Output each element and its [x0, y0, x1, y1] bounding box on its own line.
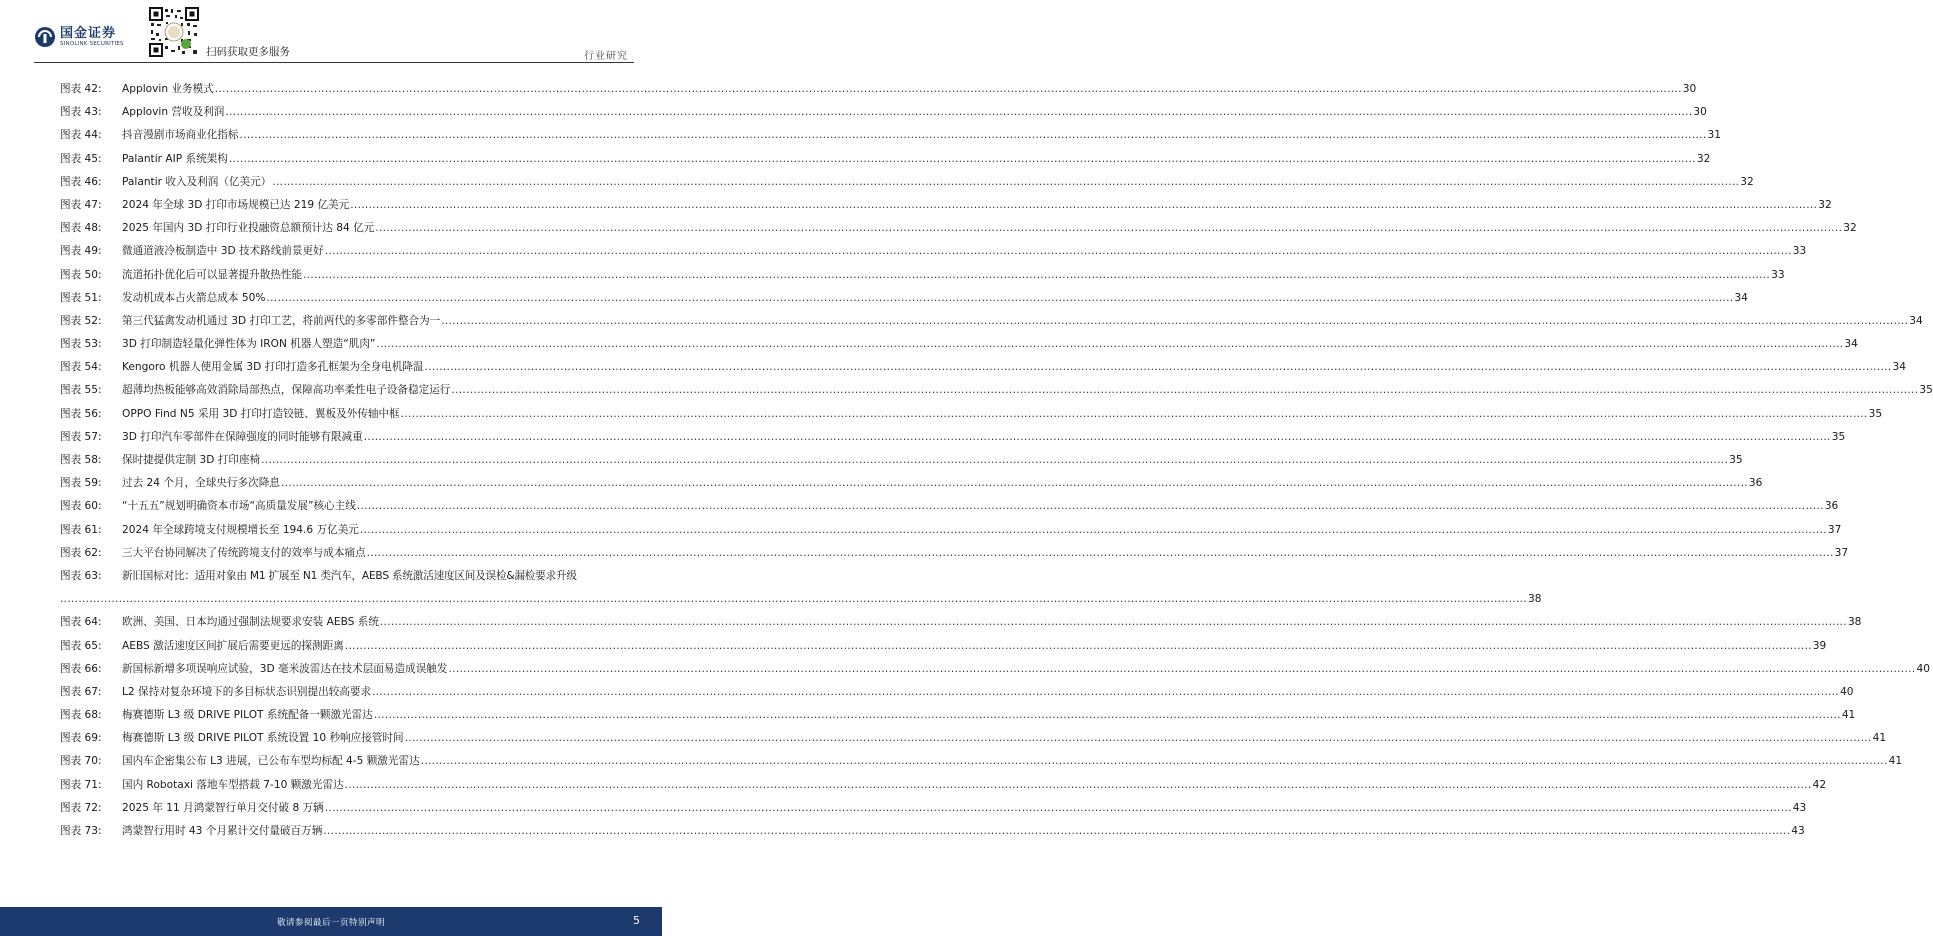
- figure-page-number: 39: [1812, 639, 1827, 652]
- figure-title: Applovin 营收及利润: [122, 106, 225, 119]
- report-category: 行业研究: [584, 51, 628, 62]
- leader-dots: ................................................................................................................................................................................................................................................................................................................................................................................................................: [261, 454, 1729, 466]
- leader-dots: ................................................................................................................................................................................................................................................................................................................................................................................................................: [373, 709, 1841, 722]
- figure-label: 图表 43:: [60, 106, 102, 119]
- figure-label: 图表 60:: [60, 500, 102, 513]
- toc-row-continuation[interactable]: [60, 588, 1542, 611]
- leader-dots: ................................................................................................................................................................................................................................................................................................................................................................................................................: [359, 523, 1827, 536]
- toc-row[interactable]: [60, 704, 1856, 727]
- figure-title: 微通道液冷板制造中 3D 技术路线前景更好: [122, 245, 324, 258]
- toc-row[interactable]: [60, 194, 1832, 217]
- leader-dots: ................................................................................................................................................................................................................................................................................................................................................................................................................: [366, 546, 1834, 559]
- figure-label: 图表 67:: [60, 685, 102, 698]
- toc-row[interactable]: [60, 78, 1697, 101]
- qr-code-icon[interactable]: [148, 6, 200, 58]
- figure-page-number: 34: [1909, 314, 1923, 327]
- figure-title: 新国标新增多项误响应试验，3D 毫米波雷达在技术层面易造成误触发: [122, 662, 448, 675]
- figure-page-number: 37: [1827, 523, 1842, 536]
- leader-dots: ................................................................................................................................................................................................................................................................................................................................................................................................................: [303, 268, 1771, 281]
- figure-label: 图表 51:: [60, 291, 102, 304]
- toc-row[interactable]: [60, 774, 1827, 797]
- figure-page-number: 40: [1916, 662, 1930, 675]
- figure-label: 图表 62:: [60, 546, 102, 559]
- toc-row[interactable]: [60, 403, 1883, 426]
- toc-row[interactable]: [60, 426, 1846, 449]
- figure-page-number: 41: [1888, 755, 1903, 768]
- toc-row[interactable]: [60, 449, 1743, 472]
- logo-en-text: SINOLINK SECURITIES: [60, 40, 124, 47]
- figure-page-number: 34: [1844, 338, 1858, 351]
- leader-dots: ................................................................................................................................................................................................................................................................................................................................................................................................................: [228, 152, 1696, 165]
- toc-row[interactable]: [60, 101, 1707, 124]
- figure-label: 图表 54:: [60, 361, 102, 374]
- figure-title: Palantir 收入及利润（亿美元）: [122, 175, 272, 188]
- leader-dots: ................................................................................................................................................................................................................................................................................................................................................................................................................: [448, 662, 1916, 675]
- figure-title: OPPO Find N5 采用 3D 打印打造铰链、翼板及外传轴中框: [122, 407, 400, 420]
- figure-label: 图表 71:: [60, 778, 102, 791]
- figure-title: 第三代猛禽发动机通过 3D 打印工艺，将前两代的多零部件整合为一: [122, 314, 441, 327]
- figure-title: Palantir AIP 系统架构: [122, 152, 228, 165]
- toc-row[interactable]: [60, 240, 1807, 263]
- disclaimer-text: 敬请参阅最后一页特别声明: [276, 918, 385, 928]
- figure-title: Kengoro 机器人使用金属 3D 打印打造多孔框架为全身电机降温: [122, 361, 424, 374]
- figure-title: 新旧国标对比：适用对象由 M1 扩展至 N1 类汽车，AEBS 系统激活速度区间及误检&漏检要求升级: [122, 569, 577, 582]
- figure-title: 国内车企密集公布 L3 进展，已公布车型均标配 4-5 颗激光雷达: [122, 755, 420, 768]
- figure-label: 图表 68:: [60, 709, 102, 722]
- toc-row[interactable]: [60, 310, 1923, 333]
- figure-label: 图表 63:: [60, 569, 102, 582]
- figure-title: 保时捷提供定制 3D 打印座椅: [122, 454, 261, 466]
- figure-title: 三大平台协同解决了传统跨境支付的效率与成本痛点: [122, 546, 366, 559]
- figure-page-number: 43: [1791, 825, 1805, 837]
- figure-page-number: 34: [1734, 291, 1748, 304]
- leader-dots: ................................................................................................................................................................................................................................................................................................................................................................................................................: [375, 222, 1843, 235]
- toc-row[interactable]: [60, 658, 1930, 681]
- figure-page-number: 33: [1771, 268, 1785, 281]
- leader-dots: ................................................................................................................................................................................................................................................................................................................................................................................................................: [420, 755, 1888, 768]
- figure-title: 流道拓扑优化后可以显著提升散热性能: [122, 268, 303, 281]
- figure-label: 图表 64:: [60, 616, 102, 629]
- figure-title: 国内 Robotaxi 落地车型搭载 7-10 颗激光雷达: [122, 778, 344, 791]
- toc-row[interactable]: [60, 820, 1805, 843]
- sinolink-logo-icon: [34, 26, 56, 48]
- toc-row[interactable]: [60, 797, 1807, 820]
- figure-page-number: 33: [1792, 245, 1807, 258]
- figure-page-number: 35: [1729, 454, 1743, 466]
- toc-row[interactable]: [60, 171, 1754, 194]
- figure-label: 图表 55:: [60, 384, 102, 397]
- toc-row[interactable]: [60, 635, 1827, 658]
- figure-page-number: 35: [1919, 384, 1933, 397]
- figure-title: 2024 年全球 3D 打印市场规模已达 219 亿美元: [122, 198, 350, 211]
- figure-label: 图表 57:: [60, 430, 102, 443]
- figure-page-number: 34: [1892, 361, 1906, 374]
- toc-row[interactable]: [60, 333, 1858, 356]
- figure-label: 图表 69:: [60, 732, 102, 745]
- toc-row[interactable]: [60, 379, 1933, 402]
- figure-page-number: 36: [1824, 500, 1839, 513]
- toc-row[interactable]: [60, 148, 1711, 171]
- toc-row[interactable]: [60, 356, 1906, 379]
- leader-dots: ................................................................................................................................................................................................................................................................................................................................................................................................................: [272, 175, 1740, 188]
- toc-row[interactable]: [60, 750, 1903, 773]
- figure-label: 图表 58:: [60, 454, 102, 466]
- figure-label: 图表 44:: [60, 129, 102, 142]
- leader-dots: ................................................................................................................................................................................................................................................................................................................................................................................................................: [372, 685, 1840, 698]
- figure-title: 梅赛德斯 L3 级 DRIVE PILOT 系统设置 10 秒响应接管时间: [122, 732, 404, 745]
- toc-row[interactable]: [60, 542, 1849, 565]
- page-header: [0, 0, 662, 70]
- toc-row[interactable]: [60, 727, 1887, 750]
- figure-label: 图表 65:: [60, 639, 102, 652]
- figure-title: 3D 打印汽车零部件在保障强度的同时能够有限减重: [122, 430, 363, 443]
- toc-row[interactable]: [60, 565, 627, 588]
- figure-page-number: 32: [1818, 198, 1832, 211]
- leader-dots: ................................................................................................................................................................................................................................................................................................................................................................................................................: [344, 778, 1812, 791]
- leader-dots: ................................................................................................................................................................................................................................................................................................................................................................................................................: [323, 825, 1791, 837]
- page-footer: [0, 907, 662, 936]
- figure-page-number: 40: [1840, 685, 1854, 698]
- figure-page-number: 38: [1527, 593, 1542, 606]
- figure-label: 图表 59:: [60, 477, 102, 490]
- figure-label: 图表 70:: [60, 755, 102, 768]
- toc-row[interactable]: [60, 124, 1721, 147]
- toc-row[interactable]: [60, 681, 1854, 704]
- figure-title: 3D 打印制造轻量化弹性体为 IRON 机器人塑造“肌肉”: [122, 338, 376, 351]
- figure-label: 图表 61:: [60, 523, 102, 536]
- figure-title: 2025 年国内 3D 打印行业投融资总额预计达 84 亿元: [122, 222, 375, 235]
- figure-page-number: 41: [1872, 732, 1887, 745]
- figure-page-number: 32: [1696, 152, 1711, 165]
- figure-title: 鸿蒙智行用时 43 个月累计交付量破百万辆: [122, 825, 323, 837]
- leader-dots: ................................................................................................................................................................................................................................................................................................................................................................................................................: [280, 477, 1748, 490]
- figure-label: 图表 72:: [60, 801, 102, 814]
- toc-row[interactable]: [60, 472, 1763, 495]
- figure-label: 图表 66:: [60, 662, 102, 675]
- figure-label: 图表 47:: [60, 198, 102, 211]
- leader-dots: ................................................................................................................................................................................................................................................................................................................................................................................................................: [404, 732, 1872, 745]
- logo-cn-text: 国金证券: [60, 25, 117, 41]
- figure-label: 图表 56:: [60, 407, 102, 420]
- figure-title: L2 保持对复杂环境下的多目标状态识别提出较高要求: [122, 685, 372, 698]
- figure-title: 过去 24 个月，全球央行多次降息: [122, 477, 280, 490]
- figure-title: Applovin 业务模式: [122, 83, 214, 95]
- figure-title: AEBS 激活速度区间扩展后需要更远的探测距离: [122, 639, 344, 652]
- figure-title: 梅赛德斯 L3 级 DRIVE PILOT 系统配备一颗激光雷达: [122, 709, 373, 722]
- figure-title: 欧洲、美国、日本均通过强制法规要求安装 AEBS 系统: [122, 616, 379, 629]
- header-divider: [34, 62, 634, 63]
- figure-page-number: 36: [1748, 477, 1763, 490]
- figure-title: 抖音漫剧市场商业化指标: [122, 129, 239, 142]
- figure-title: 发动机成本占火箭总成本 50%: [122, 291, 266, 304]
- figure-label: 图表 50:: [60, 268, 102, 281]
- leader-dots: ................................................................................................................................................................................................................................................................................................................................................................................................................: [324, 245, 1792, 258]
- leader-dots: ................................................................................................................................................................................................................................................................................................................................................................................................................: [60, 593, 1527, 606]
- figure-label: 图表 48:: [60, 222, 102, 235]
- leader-dots: ................................................................................................................................................................................................................................................................................................................................................................................................................: [214, 83, 1682, 95]
- leader-dots: ................................................................................................................................................................................................................................................................................................................................................................................................................: [266, 291, 1734, 304]
- toc-row[interactable]: [60, 264, 1785, 287]
- figure-page-number: 30: [1693, 106, 1707, 119]
- toc-row[interactable]: [60, 495, 1839, 518]
- leader-dots: ................................................................................................................................................................................................................................................................................................................................................................................................................: [239, 129, 1707, 142]
- leader-dots: ................................................................................................................................................................................................................................................................................................................................................................................................................: [225, 106, 1693, 119]
- figure-title: 2025 年 11 月鸿蒙智行单月交付破 8 万辆: [122, 801, 324, 814]
- figure-title: “十五五”规划明确资本市场“高质量发展”核心主线: [122, 500, 356, 513]
- leader-dots: ................................................................................................................................................................................................................................................................................................................................................................................................................: [344, 639, 1812, 652]
- figure-page-number: 35: [1868, 407, 1883, 420]
- figure-label: 图表 49:: [60, 245, 102, 258]
- figure-page-number: 30: [1682, 83, 1697, 95]
- figure-label: 图表 73:: [60, 825, 102, 837]
- leader-dots: ................................................................................................................................................................................................................................................................................................................................................................................................................: [376, 338, 1844, 351]
- toc-row[interactable]: [60, 287, 1748, 310]
- leader-dots: ................................................................................................................................................................................................................................................................................................................................................................................................................: [400, 407, 1868, 420]
- leader-dots: ................................................................................................................................................................................................................................................................................................................................................................................................................: [363, 430, 1831, 443]
- company-logo: [34, 26, 124, 48]
- leader-dots: ................................................................................................................................................................................................................................................................................................................................................................................................................: [379, 616, 1847, 629]
- leader-dots: ................................................................................................................................................................................................................................................................................................................................................................................................................: [324, 801, 1792, 814]
- figure-title: 2024 年全球跨境支付规模增长至 194.6 万亿美元: [122, 523, 359, 536]
- figure-page-number: 32: [1740, 175, 1754, 188]
- scan-prompt-text: 扫码获取更多服务: [206, 46, 290, 58]
- figure-label: 图表 46:: [60, 175, 102, 188]
- toc-row[interactable]: [60, 611, 1862, 634]
- leader-dots: ................................................................................................................................................................................................................................................................................................................................................................................................................: [424, 361, 1892, 374]
- figure-list: [60, 78, 1933, 843]
- figure-label: 图表 45:: [60, 152, 102, 165]
- figure-label: 图表 42:: [60, 83, 102, 95]
- figure-page-number: 41: [1841, 709, 1856, 722]
- figure-page-number: 31: [1707, 129, 1721, 142]
- toc-row[interactable]: [60, 519, 1842, 542]
- leader-dots: ................................................................................................................................................................................................................................................................................................................................................................................................................: [441, 314, 1909, 327]
- toc-row[interactable]: [60, 217, 1857, 240]
- figure-label: 图表 52:: [60, 314, 102, 327]
- leader-dots: ................................................................................................................................................................................................................................................................................................................................................................................................................: [356, 500, 1824, 513]
- figure-title: 超薄均热板能够高效消除局部热点，保障高功率柔性电子设备稳定运行: [122, 384, 451, 397]
- leader-dots: ................................................................................................................................................................................................................................................................................................................................................................................................................: [451, 384, 1919, 397]
- figure-page-number: 35: [1831, 430, 1846, 443]
- figure-page-number: 38: [1847, 616, 1862, 629]
- figure-page-number: 32: [1843, 222, 1857, 235]
- figure-page-number: 42: [1812, 778, 1827, 791]
- figure-page-number: 37: [1834, 546, 1849, 559]
- figure-page-number: 43: [1792, 801, 1807, 814]
- leader-dots: ................................................................................................................................................................................................................................................................................................................................................................................................................: [350, 198, 1818, 211]
- figure-label: 图表 53:: [60, 338, 102, 351]
- page-number: 5: [633, 914, 640, 927]
